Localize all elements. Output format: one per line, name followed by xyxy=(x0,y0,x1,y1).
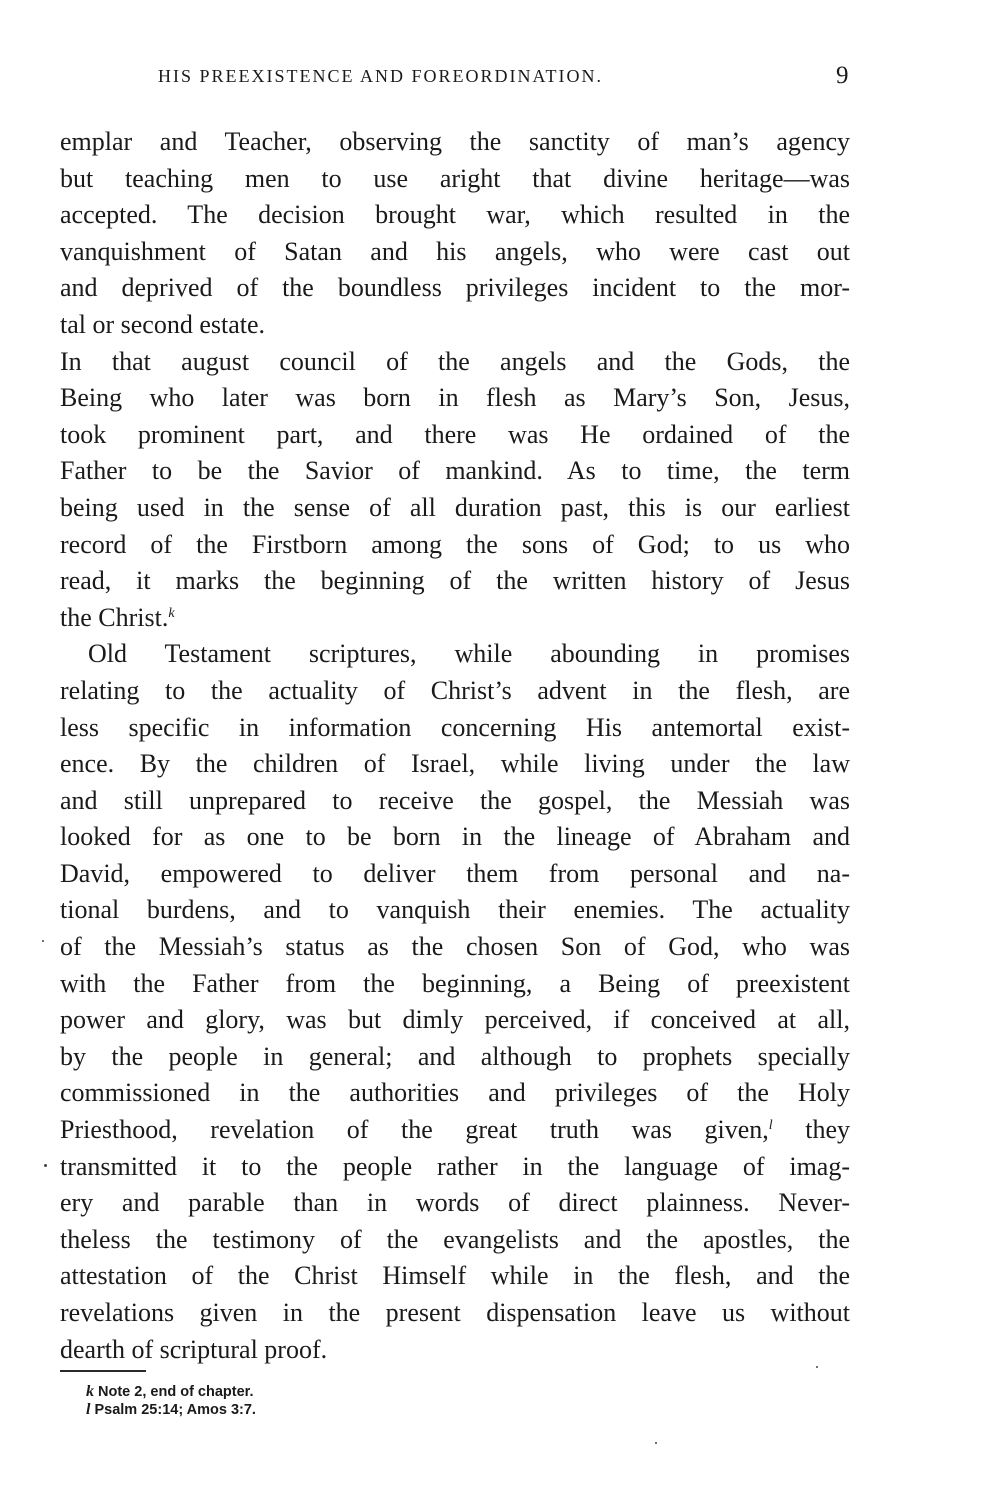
text-line: ence. By the children of Israel, while living under the law xyxy=(60,749,850,779)
scan-speck xyxy=(42,940,44,942)
text-line: looked for as one to be born in the lineage of Abraham and xyxy=(60,822,850,852)
text-line: Old Testament scriptures, while abounding in promises xyxy=(88,639,850,669)
footnote-key: l xyxy=(86,1401,91,1418)
text-line: relating to the actuality of Christ’s advent in the flesh, are xyxy=(60,675,850,705)
footnote-key: k xyxy=(86,1383,94,1400)
text-line: with the Father from the beginning, a Being of preexistent xyxy=(60,968,850,998)
text-line: less specific in information concerning His antemortal exist- xyxy=(60,712,850,742)
text-line: but teaching men to use aright that divine heritage—was xyxy=(60,163,850,193)
text-line: In that august council of the angels and the Gods, the xyxy=(60,346,850,376)
text-line: being used in the sense of all duration past, this is our earliest xyxy=(60,492,850,522)
text-line-content: the Christ. xyxy=(60,602,169,632)
text-line: emplar and Teacher, observing the sanctity of man’s agency xyxy=(60,127,850,156)
text-line: Father to be the Savior of mankind. As to time, the term xyxy=(60,456,850,486)
text-line: and deprived of the boundless privileges incident to the mor- xyxy=(60,273,850,303)
footnote-k xyxy=(86,1383,586,1401)
footnote-text: Note 2, end of chapter. xyxy=(94,1384,254,1400)
text-line: transmitted it to the people rather in the language of imag- xyxy=(60,1151,850,1181)
text-line-content: they xyxy=(772,1115,850,1145)
text-line: record of the Firstborn among the sons of God; to us who xyxy=(60,529,850,559)
text-line: read, it marks the beginning of the written history of Jesus xyxy=(60,566,850,596)
text-line-content: Priesthood, revelation of the great truth was given, xyxy=(60,1115,769,1145)
text-line: commissioned in the authorities and privileges of the Holy xyxy=(60,1078,850,1108)
running-head xyxy=(0,62,1000,96)
page-number: 9 xyxy=(836,62,849,89)
footnotes xyxy=(86,1383,586,1419)
text-line: attestation of the Christ Himself while in the flesh, and the xyxy=(60,1261,850,1291)
text-line: power and glory, was but dimly perceived, if conceived at all, xyxy=(60,1005,850,1035)
text-line: tional burdens, and to vanquish their enemies. The actuality xyxy=(60,895,850,925)
footnote-ref-l[interactable]: l xyxy=(768,1118,773,1134)
footnote-l xyxy=(86,1401,586,1419)
text-line: ery and parable than in words of direct plainness. Never- xyxy=(60,1188,850,1218)
text-body xyxy=(60,124,850,1368)
scan-speck xyxy=(44,1164,47,1167)
text-line: tal or second estate. xyxy=(60,309,266,339)
running-title: HIS PREEXISTENCE AND FOREORDINATION. xyxy=(158,66,604,86)
text-line: took prominent part, and there was He ordained of the xyxy=(60,419,850,449)
footnote-text: Psalm 25:14; Amos 3:7. xyxy=(90,1402,256,1418)
text-line: and still unprepared to receive the gospel, the Messiah was xyxy=(60,785,850,815)
scan-speck xyxy=(816,1366,818,1368)
scan-speck xyxy=(655,1442,657,1444)
text-line: by the people in general; and although to prophets specially xyxy=(60,1041,850,1071)
text-line: David, empowered to deliver them from personal and na- xyxy=(60,858,850,888)
text-line: revelations given in the present dispensation leave us without xyxy=(60,1298,850,1327)
footnote-rule xyxy=(60,1370,146,1372)
footnote-ref-k[interactable]: k xyxy=(168,605,175,621)
text-line: of the Messiah’s status as the chosen Son of God, who was xyxy=(60,932,850,962)
text-line: dearth of scriptural proof. xyxy=(60,1334,328,1364)
text-line: theless the testimony of the evangelists and the apostles, the xyxy=(60,1224,850,1254)
text-line xyxy=(60,1112,850,1149)
text-line: vanquishment of Satan and his angels, who were cast out xyxy=(60,236,850,266)
text-line: accepted. The decision brought war, which resulted in the xyxy=(60,200,850,230)
text-line: Being who later was born in flesh as Mary’s Son, Jesus, xyxy=(60,383,850,413)
text-line xyxy=(60,600,850,637)
